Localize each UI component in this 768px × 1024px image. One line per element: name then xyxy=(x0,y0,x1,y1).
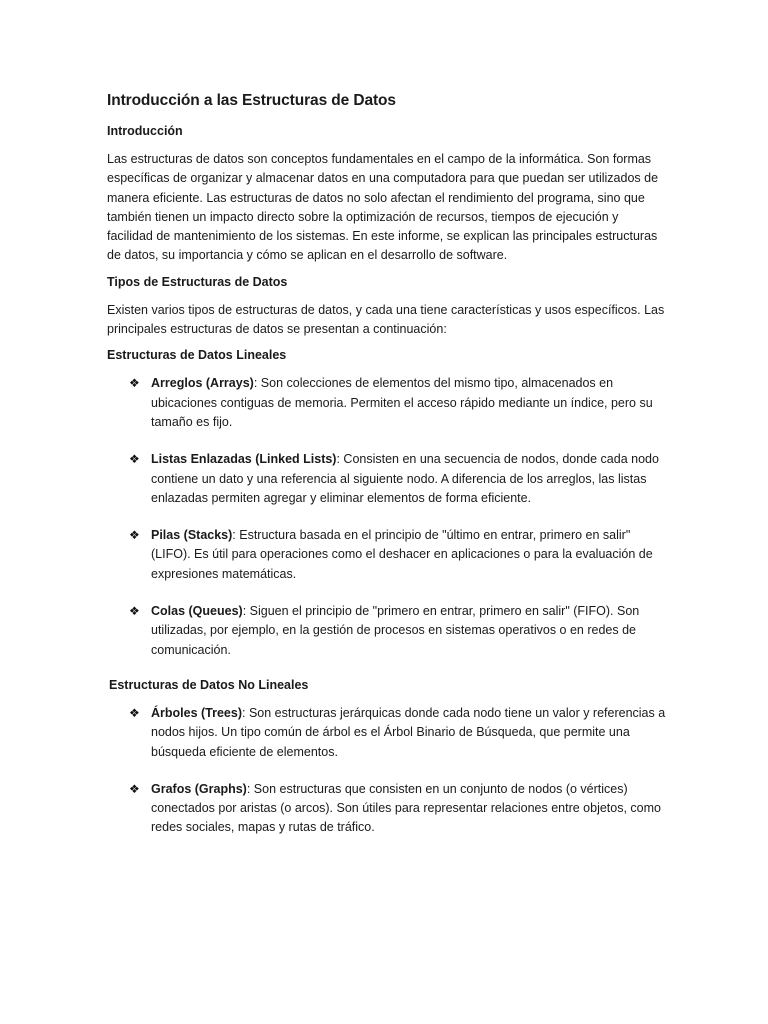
list-item xyxy=(107,704,667,762)
item-term: Listas Enlazadas (Linked Lists) xyxy=(151,452,337,467)
diamond-bullet-icon: ❖ xyxy=(129,781,140,796)
linear-heading: Estructuras de Datos Lineales xyxy=(107,348,287,363)
intro-heading: Introducción xyxy=(107,124,183,138)
list-item xyxy=(107,526,667,584)
nonlinear-heading: Estructuras de Datos No Lineales xyxy=(109,677,309,692)
list-item xyxy=(107,374,667,432)
nonlinear-list xyxy=(107,704,667,838)
item-term: Grafos (Graphs) xyxy=(151,781,247,796)
item-term: Arreglos (Arrays) xyxy=(151,376,254,391)
item-term: Pilas (Stacks) xyxy=(151,528,233,543)
diamond-bullet-icon: ❖ xyxy=(129,604,140,619)
list-item xyxy=(107,780,667,838)
item-description: : Son colecciones de elementos del mismo tipo, almacenados en ubicaciones contiguas de memoria. Permiten el acceso rápido mediante un índice, pero su tamaño es fijo. xyxy=(151,376,653,429)
item-description: : Siguen el principio de "primero en entrar, primero en salir" (FIFO). Son utilizadas, por ejemplo, en la gestión de procesos en sistemas operativos o en redes de comunicación. xyxy=(151,604,640,657)
types-paragraph: Existen varios tipos de estructuras de datos, y cada una tiene características y usos específicos. Las principales estructuras de datos se presentan a continuación: xyxy=(107,302,665,337)
intro-paragraph: Las estructuras de datos son conceptos fundamentales en el campo de la informática. Son formas específicas de organizar y almacenar datos en una computadora para que puedan ser utilizados de manera eficiente. Las estructuras de datos no solo afectan el rendimiento del programa, sino que también tienen un impacto directo sobre la optimización de recursos, tiempos de ejecución y facilidad de mantenimiento de los sistemas. En este informe, se explican las principales estructuras de datos, su importancia y cómo se aplican en el desarrollo de software. xyxy=(107,152,659,263)
item-description: : Consisten en una secuencia de nodos, donde cada nodo contiene un dato y una referencia al siguiente nodo. A diferencia de los arreglos, las listas enlazadas permiten agregar y eliminar elementos de forma eficiente. xyxy=(151,452,659,505)
document-title: Introducción a las Estructuras de Datos xyxy=(107,92,396,109)
item-description: : Estructura basada en el principio de "último en entrar, primero en salir" (LIFO). Es útil para operaciones como el deshacer en aplicaciones o para la evaluación de expresiones matemáticas. xyxy=(151,528,653,581)
item-term: Árboles (Trees) xyxy=(151,705,243,720)
item-term: Colas (Queues) xyxy=(151,604,243,619)
types-heading: Tipos de Estructuras de Datos xyxy=(107,274,288,289)
diamond-bullet-icon: ❖ xyxy=(129,528,140,543)
document-body xyxy=(107,92,667,856)
item-description: : Son estructuras que consisten en un conjunto de nodos (o vértices) conectados por aristas (o arcos). Son útiles para representar relaciones entre objetos, como redes sociales, mapas y rutas de tráfico. xyxy=(151,781,661,835)
list-item xyxy=(107,602,667,660)
linear-list xyxy=(107,374,667,660)
list-item xyxy=(107,450,667,508)
item-description: : Son estructuras jerárquicas donde cada nodo tiene un valor y referencias a nodos hijos. Un tipo común de árbol es el Árbol Binario de Búsqueda, que permite una búsqueda eficiente de elementos. xyxy=(151,705,666,759)
diamond-bullet-icon: ❖ xyxy=(129,452,140,467)
diamond-bullet-icon: ❖ xyxy=(129,705,140,720)
diamond-bullet-icon: ❖ xyxy=(129,376,140,391)
